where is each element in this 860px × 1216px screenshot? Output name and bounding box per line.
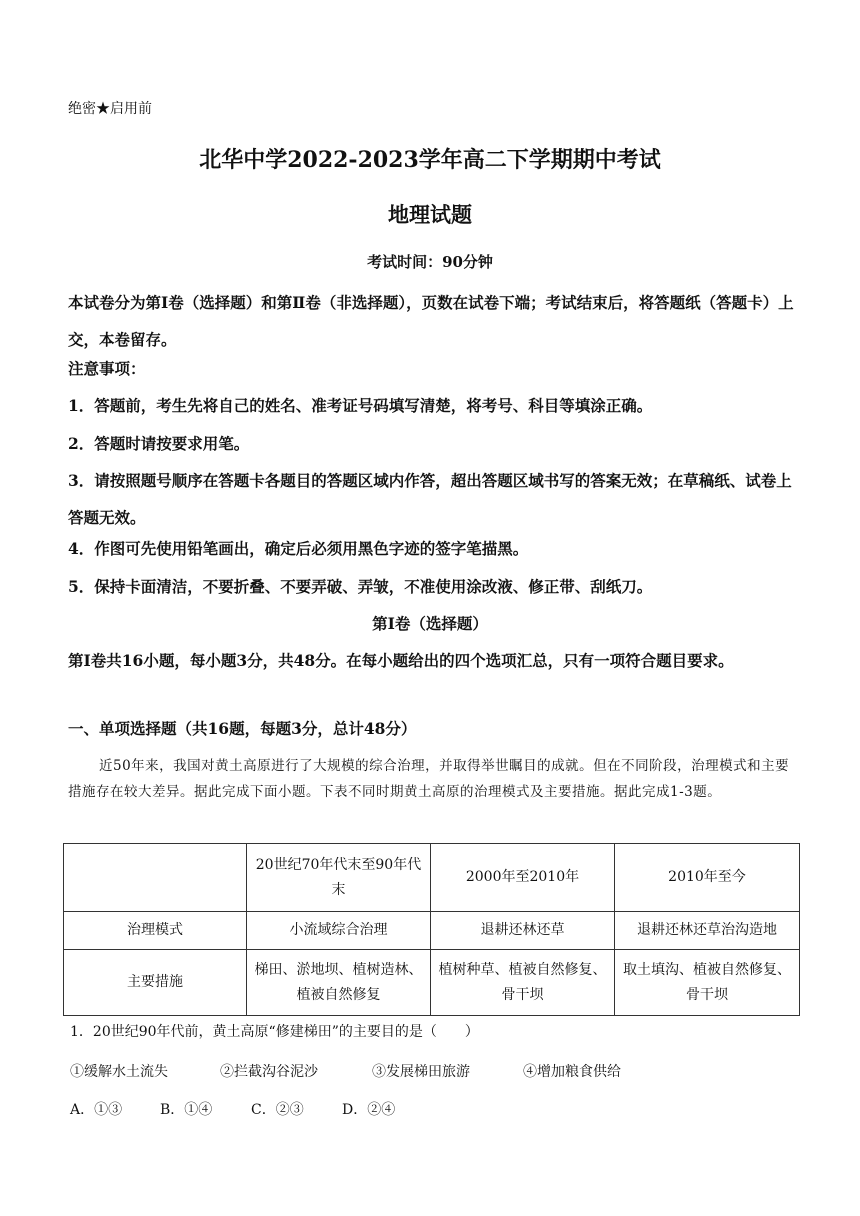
table-cell: 20世纪70年代末至90年代末 bbox=[247, 844, 431, 912]
answer-choice: C．②③ bbox=[251, 1102, 304, 1118]
table-cell: 取土填沟、植被自然修复、骨干坝 bbox=[615, 950, 800, 1016]
table-cell: 植树种草、植被自然修复、骨干坝 bbox=[431, 950, 615, 1016]
notice-item: 4．作图可先使用铅笔画出，确定后必须用黑色字迹的签字笔描黑。 bbox=[68, 539, 529, 558]
section-heading: 第Ⅰ卷（选择题） bbox=[372, 614, 488, 633]
overview-text: 本试卷分为第Ⅰ卷（选择题）和第Ⅱ卷（非选择题），页数在试卷下端；考试结束后，将答题纸（答题卡）上交，本卷留存。 bbox=[68, 293, 794, 349]
answer-choice: B．①④ bbox=[160, 1102, 213, 1118]
table-row bbox=[64, 950, 800, 1016]
table-cell: 退耕还林还草治沟造地 bbox=[615, 912, 800, 950]
table-cell: 退耕还林还草 bbox=[431, 912, 615, 950]
statement-option: ②拦截沟谷泥沙 bbox=[220, 1064, 318, 1080]
table-header-row bbox=[64, 844, 800, 912]
answer-choice: A．①③ bbox=[70, 1102, 123, 1118]
table-cell: 治理模式 bbox=[64, 912, 247, 950]
exam-subtitle: 地理试题 bbox=[388, 202, 472, 227]
exam-title: 北华中学2022-2023学年高二下学期期中考试 bbox=[199, 147, 661, 173]
notice-item: 3．请按照题号顺序在答题卡各题目的答题区域内作答，超出答题区域书写的答案无效；在草稿纸、试卷上答题无效。 bbox=[68, 471, 792, 527]
notice-item: 2．答题时请按要求用笔。 bbox=[68, 434, 250, 453]
exam-time: 考试时间：90分钟 bbox=[367, 253, 493, 271]
statement-option: ④增加粮食供给 bbox=[523, 1064, 621, 1080]
table-row bbox=[64, 912, 800, 950]
notice-item: 1．答题前，考生先将自己的姓名、准考证号码填写清楚，将考号、科目等填涂正确。 bbox=[68, 396, 653, 415]
confidential-label: 绝密★启用前 bbox=[68, 101, 152, 117]
table-cell: 梯田、淤地坝、植树造林、植被自然修复 bbox=[247, 950, 431, 1016]
answer-choice: D．②④ bbox=[342, 1102, 396, 1118]
notice-item: 5．保持卡面清洁，不要折叠、不要弄破、弄皱，不准使用涂改液、修正带、刮纸刀。 bbox=[68, 577, 653, 596]
notice-heading: 注意事项： bbox=[68, 359, 146, 378]
table-cell: 小流域综合治理 bbox=[247, 912, 431, 950]
section-description: 第Ⅰ卷共16小题，每小题3分，共48分。在每小题给出的四个选项汇总，只有一项符合题目要求。 bbox=[68, 651, 734, 670]
table-cell: 主要措施 bbox=[64, 950, 247, 1016]
table-cell: 2000年至2010年 bbox=[431, 844, 615, 912]
question-stem: 1．20世纪90年代前，黄土高原“修建梯田”的主要目的是（ ） bbox=[70, 1024, 479, 1040]
material-intro: 近50年来，我国对黄土高原进行了大规模的综合治理，并取得举世瞩目的成就。但在不同阶段，治理模式和主要措施存在较大差异。据此完成下面小题。下表不同时期黄土高原的治理模式及主要措施。据此完成1-3题。 bbox=[68, 758, 790, 800]
statement-option: ①缓解水土流失 bbox=[70, 1064, 168, 1080]
statement-option: ③发展梯田旅游 bbox=[372, 1064, 470, 1080]
table-cell: 2010年至今 bbox=[615, 844, 800, 912]
table-cell bbox=[64, 844, 247, 912]
governance-table bbox=[63, 843, 800, 1016]
part-heading: 一、单项选择题（共16题，每题3分，总计48分） bbox=[68, 719, 417, 738]
